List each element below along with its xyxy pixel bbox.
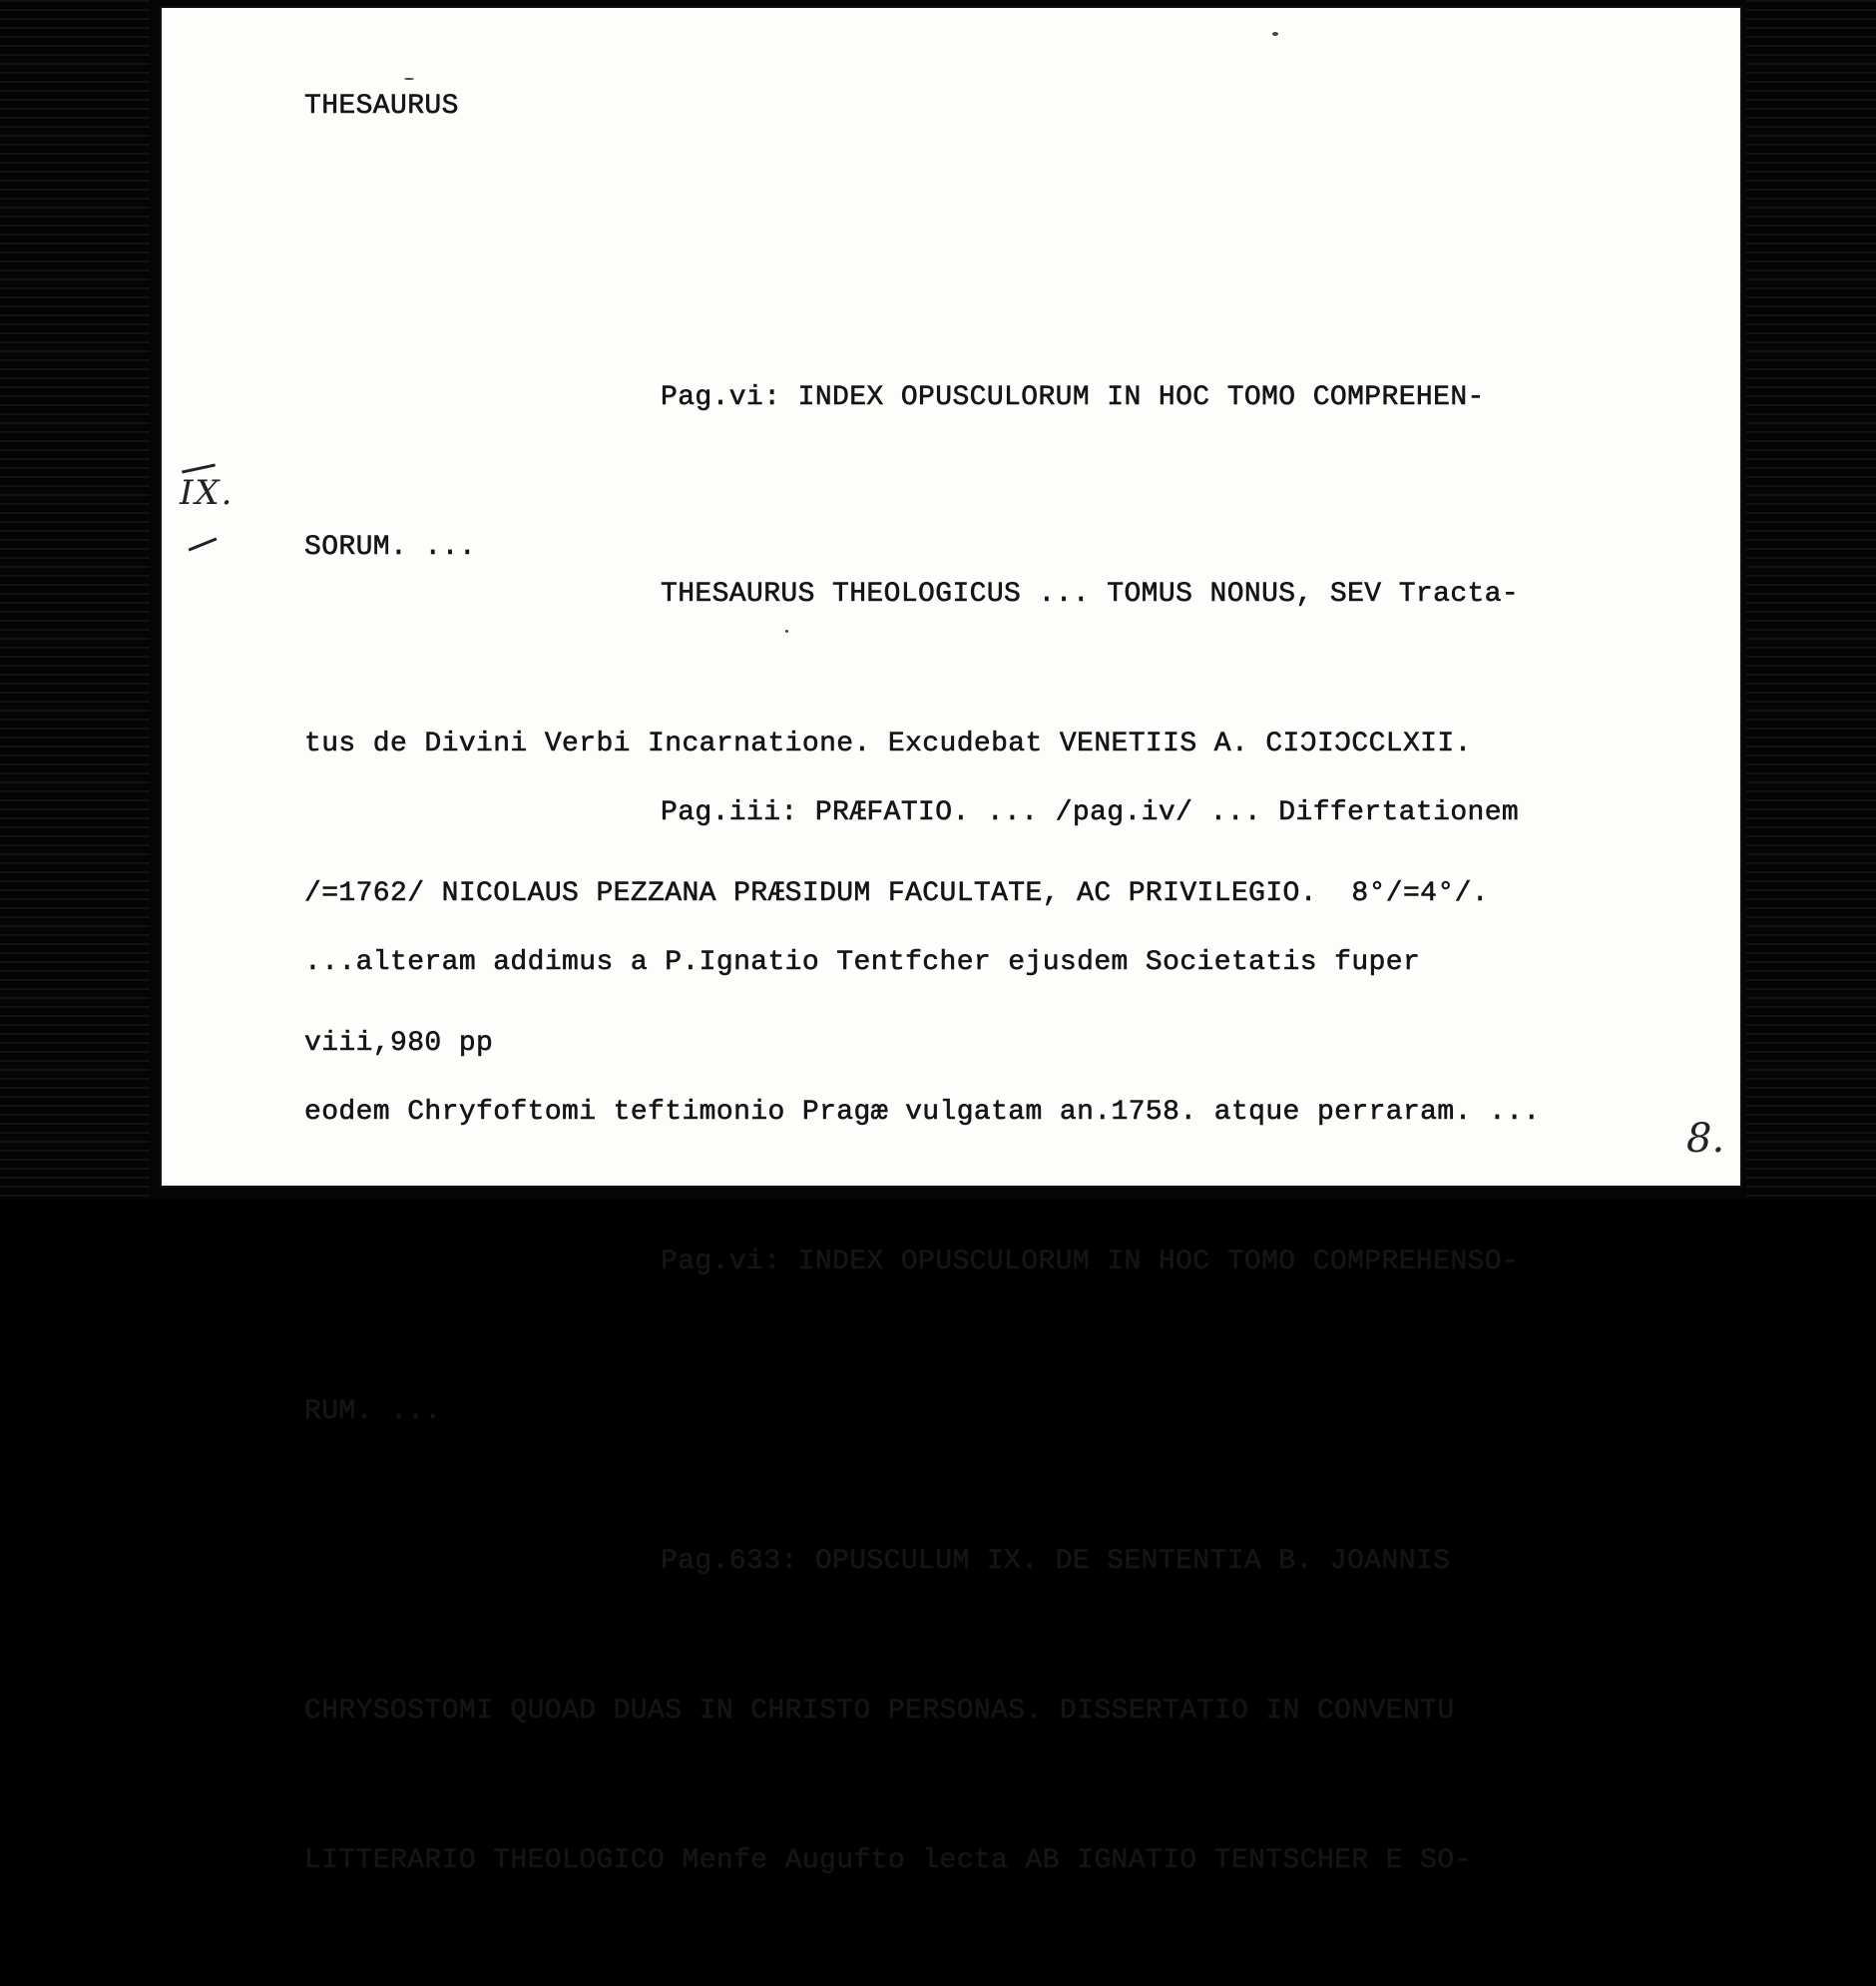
entry-line: Pag.vi: INDEX OPUSCULORUM IN HOC TOMO COMPREHENSO- [661, 1246, 1520, 1277]
entry-line: RUM. ... [304, 1396, 442, 1427]
entry-line: ...alteram addimus a P.Ignatio Tentfcher ejusdem Societatis fuper [304, 947, 1421, 978]
handwritten-stroke [189, 537, 218, 551]
film-edge-left [0, 0, 150, 1200]
film-edge-right [1746, 0, 1876, 1200]
entry-line: Pag.vi: INDEX OPUSCULORUM IN HOC TOMO COMPREHEN- [661, 382, 1485, 413]
entry-line: LITTERARIO THEOLOGICO Menfe Augufto lecta AB IGNATIO TENTSCHER E SO- [304, 1845, 1472, 1876]
entry-line: /=1762/ NICOLAUS PEZZANA PRÆSIDUM FACULTATE, AC PRIVILEGIO. 8°/=4°/. [304, 878, 1489, 909]
entry-line: tus de Divini Verbi Incarnatione. Excudebat VENETIIS A. CIƆIƆCCLXII. [304, 729, 1472, 759]
entry-line: THESAURUS THEOLOGICUS ... TOMUS NONUS, SEV Tracta- [661, 579, 1520, 610]
entry-line: viii,980 pp [304, 1028, 494, 1059]
handwritten-volume-note: IX. [180, 473, 234, 513]
entry-line: eodem Chryfoftomi teftimonio Pragæ vulgatam an.1758. atque perraram. ... [304, 1097, 1541, 1128]
handwritten-stroke [182, 463, 216, 473]
scan-speck [785, 630, 788, 633]
entry-line: Pag.633: OPUSCULUM IX. DE SENTENTIA B. JOANNIS [661, 1546, 1451, 1577]
card-heading: THESAURUS [304, 91, 459, 122]
catalog-card [160, 6, 1742, 1876]
scan-speck [404, 78, 414, 80]
scan-speck [1272, 32, 1278, 36]
entry-contents [304, 689, 1541, 1986]
handwritten-page-number: 8. [1686, 1116, 1725, 1162]
entry-line: Pag.iii: PRÆFATIO. ... /pag.iv/ ... Differtationem [661, 797, 1520, 828]
entry-line: SORUM. ... [304, 532, 477, 563]
entry-line: CHRYSOSTOMI QUOAD DUAS IN CHRISTO PERSONAS. DISSERTATIO IN CONVENTU [304, 1696, 1455, 1727]
